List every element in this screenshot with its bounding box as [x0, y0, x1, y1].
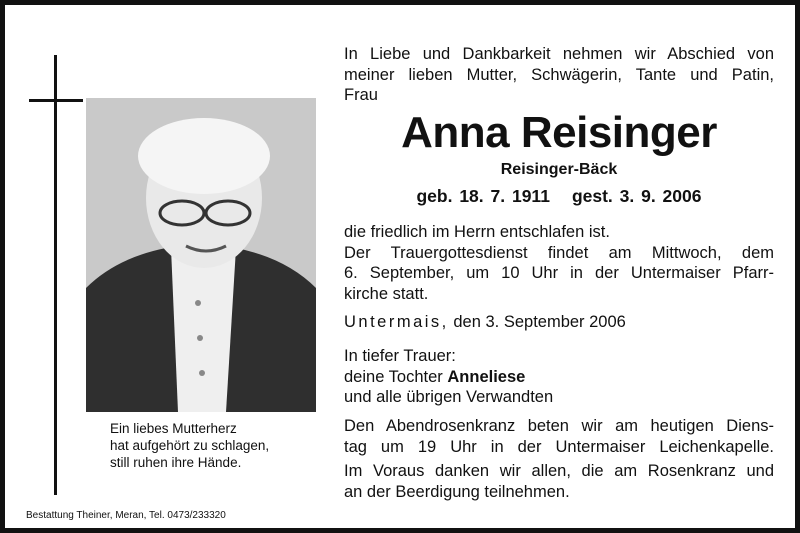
poem-line: Ein liebes Mutterherz — [110, 421, 237, 436]
service-line: 6. September, um 10 Uhr in der Untermaiser Pfarr- — [344, 264, 774, 282]
life-dates — [344, 186, 774, 207]
death-date: gest. 3. 9. 2006 — [571, 186, 702, 206]
birth-date: geb. 18. 7. 1911 — [416, 186, 550, 206]
mourners — [344, 346, 774, 408]
date-text: den 3. September 2006 — [453, 313, 626, 331]
funeral-home-footer: Bestattung Theiner, Meran, Tel. 0473/233320 — [26, 510, 226, 521]
poem — [110, 420, 310, 471]
place-and-date — [344, 313, 626, 332]
cross-icon — [54, 55, 57, 495]
thanks-line: Im Voraus danken wir allen, die am Rosenkranz und — [344, 462, 774, 480]
poem-line: hat aufgehört zu schlagen, — [110, 438, 270, 453]
service-line: Der Trauergottesdienst findet am Mittwoch, dem — [344, 243, 774, 262]
poem-line: still ruhen ihre Hände. — [110, 455, 242, 470]
deceased-name: Anna Reisinger — [401, 108, 717, 157]
rosary-line: Den Abendrosenkranz beten wir am heutigen Diens- — [344, 417, 774, 435]
service-line: die friedlich im Herrn entschlafen ist. — [344, 223, 610, 241]
rosary-paragraph — [344, 416, 774, 457]
thanks-line: an der Beerdigung teilnehmen. — [344, 482, 570, 501]
intro-paragraph — [344, 44, 774, 106]
intro-line: In Liebe und Dankbarkeit nehmen wir Abschied von — [344, 45, 774, 63]
deceased-nickname: Reisinger-Bäck — [500, 161, 618, 178]
daughter-line — [344, 367, 774, 388]
thanks-paragraph — [344, 461, 774, 502]
daughter-prefix: deine Tochter — [344, 367, 443, 386]
place-name: Untermais, — [344, 313, 449, 331]
mourning-heading: In tiefer Trauer: — [344, 347, 456, 365]
intro-line: Frau — [344, 86, 378, 104]
intro-line: meiner lieben Mutter, Schwägerin, Tante und Patin, — [344, 65, 774, 84]
rosary-line: tag um 19 Uhr in der Untermaiser Leichenkapelle. — [344, 437, 774, 456]
service-line: kirche statt. — [344, 284, 429, 303]
daughter-name: Anneliese — [447, 367, 526, 386]
cross-bar — [29, 99, 83, 102]
service-paragraph — [344, 222, 774, 304]
relatives-line: und alle übrigen Verwandten — [344, 388, 554, 406]
portrait-photo — [86, 98, 316, 412]
